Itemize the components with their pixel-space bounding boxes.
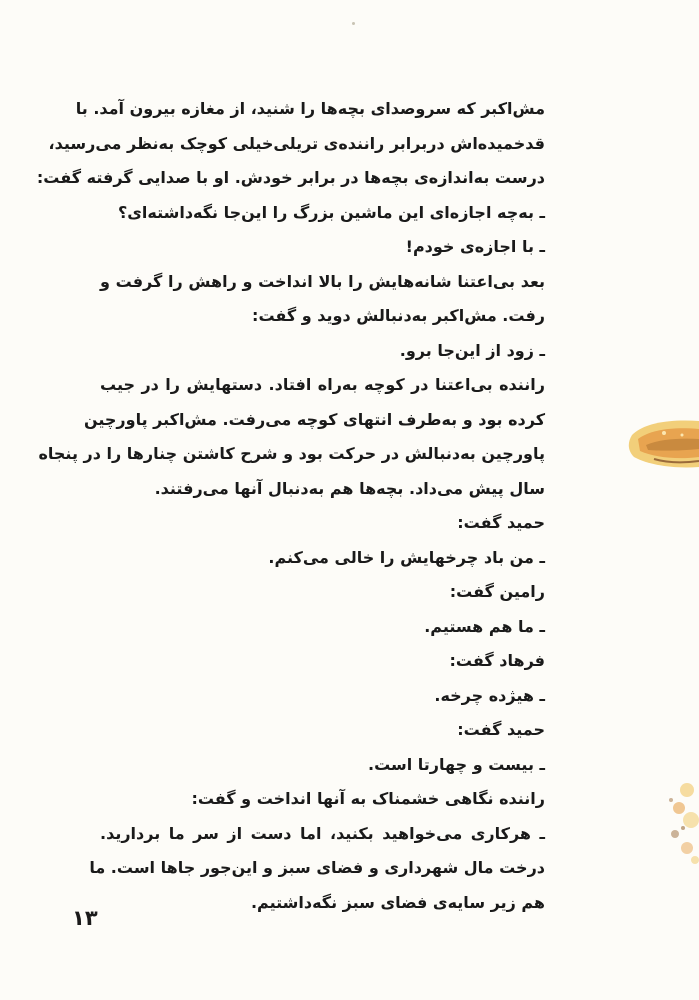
text-line: راننده بی‌اعتنا در کوچه به‌راه افتاد. دستهایش را در جیب (100, 375, 545, 394)
dialogue-line: هم زیر سایه‌ی فضای سبز نگه‌داشتیم. (250, 892, 545, 912)
text-line: رفت. مش‌اکبر به‌دنبالش دوید و گفت: (252, 306, 545, 325)
text-line: پاورچین به‌دنبالش در حرکت بود و شرح کاشتن چنارها را در پنجاه (38, 444, 545, 463)
dialogue-line: ـ بیست و چهارتا است. (367, 754, 545, 774)
dialogue-line: ـ هیژده چرخه. (434, 685, 545, 705)
page-number: ۱۳ (72, 906, 98, 930)
dialogue-line: ـ من باد چرخهایش را خالی می‌کنم. (268, 547, 545, 567)
dialogue-line: ـ ما هم هستیم. (424, 616, 545, 636)
text-line: قدخمیده‌اش دربرابر راننده‌ی تریلی‌خیلی کوچک به‌نظر می‌رسید، (48, 133, 545, 153)
text-line: راننده نگاهی خشمناک به آنها انداخت و گفت: (191, 789, 545, 808)
foliage-illustration-fragment (657, 770, 699, 870)
tree-illustration-fragment (624, 405, 699, 480)
speaker-line: حمید گفت: (457, 720, 545, 739)
text-line: کرده بود و به‌طرف انتهای کوچه می‌رفت. مش‌اکبر پاورچین (83, 409, 545, 429)
speaker-line: رامین گفت: (449, 582, 545, 601)
dialogue-line: درخت مال شهرداری و فضای سبز و این‌جور جاها است. ما (89, 858, 545, 877)
dialogue-line: ـ زود از این‌جا برو. (399, 340, 545, 360)
speaker-line: فرهاد گفت: (449, 651, 545, 670)
dialogue-line: ـ با اجازه‌ی خودم! (405, 237, 545, 256)
text-line: درست به‌اندازه‌ی بچه‌ها در برابر خودش. او با صدایی گرفته گفت: (36, 168, 545, 187)
text-line: بعد بی‌اعتنا شانه‌هایش را بالا انداخت و راهش را گرفت و (100, 271, 545, 291)
speaker-line: حمید گفت: (457, 513, 545, 532)
text-line: مش‌اکبر که سروصدای بچه‌ها را شنید، از مغازه بیرون آمد. با (75, 99, 545, 118)
paper-speck (352, 22, 355, 25)
dialogue-line: ـ به‌چه اجازه‌ای این ماشین بزرگ را این‌جا نگه‌داشته‌ای؟ (117, 202, 545, 222)
dialogue-line: ـ هرکاری می‌خواهید بکنید، اما دست از سر ما بردارید. (100, 823, 545, 843)
text-line: سال پیش می‌داد. بچه‌ها هم به‌دنبال آنها می‌رفتند. (154, 478, 545, 498)
